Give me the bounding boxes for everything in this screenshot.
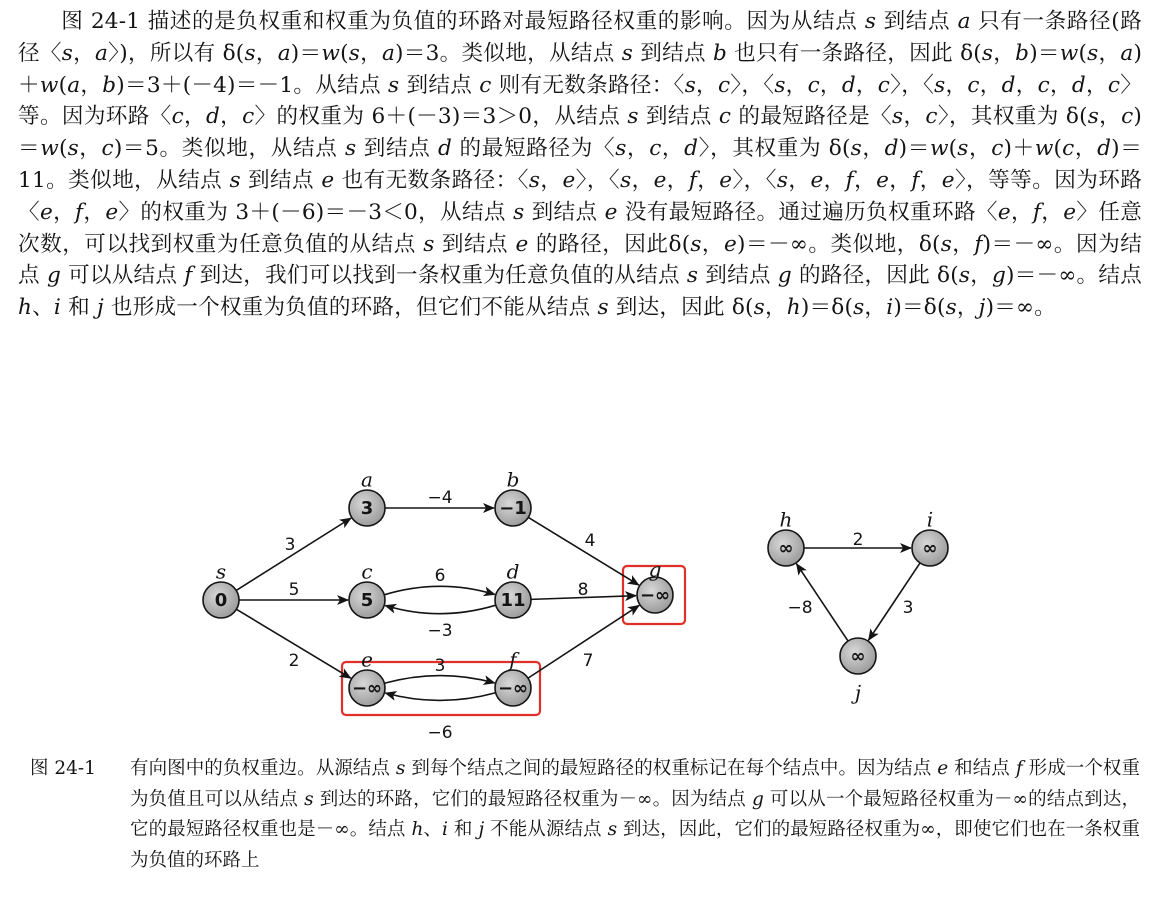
para-text: 〉的权重为 6＋(－3)＝3＞0，从结点 — [254, 104, 628, 130]
edge-weight-j-h: −8 — [787, 598, 813, 618]
para-text: )＝3。类似地，从结点 — [395, 40, 622, 66]
para-var: s — [958, 263, 971, 289]
para-text: 也形成一个权重为负值的环路，但它们不能从结点 — [103, 295, 598, 321]
node-label-j: j — [854, 680, 862, 705]
para-text: ( — [948, 136, 958, 162]
para-text: ， — [861, 136, 885, 162]
para-var: d — [437, 136, 453, 162]
para-var: s — [627, 104, 639, 130]
para-text: 到结点 — [434, 231, 516, 257]
caption-var: s — [607, 819, 618, 840]
para-var: c — [1037, 72, 1050, 98]
edge-weight-d-g: 8 — [577, 580, 589, 600]
para-text: )＝5。类似地，从结点 — [113, 136, 345, 162]
para-text: )＝－∞。结点 — [1006, 263, 1142, 289]
para-text: )＝δ( — [893, 295, 946, 321]
body-paragraph — [18, 6, 1142, 324]
para-text: 的路径，因此δ( — [528, 231, 691, 257]
caption-text: 不能从源结点 — [484, 819, 608, 840]
para-text: )＝3＋(－4)＝－1。从结点 — [116, 72, 389, 98]
para-text: 可以从结点 — [60, 263, 185, 289]
para-var: e — [1063, 199, 1077, 225]
para-var: s — [774, 72, 786, 98]
caption-var: s — [395, 758, 406, 779]
caption-var: s — [304, 788, 314, 810]
node-s — [203, 560, 239, 619]
para-text: ， — [853, 167, 877, 193]
para-var: c — [479, 72, 492, 98]
caption-var: h — [411, 819, 424, 840]
para-var: s — [388, 72, 400, 98]
node-value-j: ∞ — [850, 646, 866, 667]
para-text: 没有最短路径。通过遍历负权重环路〈 — [617, 199, 998, 225]
para-text: ， — [52, 199, 76, 225]
para-text: 、 — [32, 295, 54, 321]
para-var: f — [688, 167, 698, 193]
edge-weight-i-j: 3 — [902, 598, 914, 618]
node-value-f: −∞ — [497, 678, 529, 699]
para-var: s — [61, 40, 74, 66]
para-var: e — [39, 199, 53, 225]
para-var: f — [911, 167, 920, 193]
para-var: w — [929, 136, 949, 162]
para-var: w — [1034, 136, 1054, 162]
para-text: ， — [788, 167, 811, 193]
para-text: 〉，〈 — [890, 72, 935, 98]
para-text: 〉，其权重为 δ( — [698, 136, 851, 162]
para-text: )＝－∞。因为结点 — [18, 231, 1143, 289]
para-var: s — [940, 231, 952, 257]
para-text: ， — [255, 40, 278, 66]
para-text: ， — [903, 104, 926, 130]
node-value-g: −∞ — [639, 585, 671, 606]
caption-var: g — [752, 788, 764, 810]
para-text: )＝ — [898, 136, 930, 162]
caption-text — [130, 754, 1140, 876]
edge-weight-f-g: 7 — [582, 651, 594, 671]
node-label-a: a — [361, 467, 373, 492]
edge-weight-s-a: 3 — [284, 535, 296, 555]
para-text: ， — [951, 231, 975, 257]
para-text: 则有无数条路径：〈 — [491, 72, 685, 98]
para-text: ， — [661, 136, 685, 162]
para-text: )＝ — [290, 40, 322, 66]
para-var: w — [40, 136, 59, 162]
para-text: )＝∞。 — [985, 295, 1056, 321]
node-value-s: 0 — [214, 590, 228, 611]
para-text: ， — [183, 104, 206, 130]
para-var: c — [242, 104, 255, 130]
para-text: 到达，我们可以找到一条权重为任意负值的从结点 — [192, 263, 687, 289]
para-var: s — [423, 231, 435, 257]
para-text: )＋ — [18, 40, 1143, 98]
para-text: 到结点 — [633, 40, 713, 66]
para-var: e — [321, 167, 335, 193]
para-var: e — [719, 167, 733, 193]
node-value-e: −∞ — [351, 678, 383, 699]
para-text: ， — [956, 295, 979, 321]
para-text: ， — [1041, 199, 1064, 225]
node-label-g: g — [648, 557, 662, 582]
para-var: a — [277, 40, 291, 66]
para-var: c — [649, 136, 662, 162]
para-text: 到结点 — [698, 263, 778, 289]
para-text: 〉，等等。因为环路〈 — [18, 167, 1143, 225]
para-text: 到结点 — [240, 167, 322, 193]
node-label-f: f — [509, 647, 517, 672]
para-text: 到达，因此 δ( — [608, 295, 754, 321]
para-text: ， — [1015, 72, 1038, 98]
para-text: ， — [1010, 199, 1033, 225]
node-value-d: 11 — [500, 590, 526, 611]
para-var: s — [850, 136, 862, 162]
para-text: ， — [83, 199, 106, 225]
para-var: e — [105, 199, 119, 225]
para-text: 到结点 — [876, 9, 958, 34]
para-var: b — [102, 72, 117, 98]
para-var: s — [853, 295, 865, 321]
para-var: d — [1001, 72, 1016, 98]
para-text: ， — [945, 72, 968, 98]
caption-text: 可以从一个最短路径权重为－∞的结点到达，它的最短路径权重也是－∞。结点 — [130, 788, 1140, 840]
para-var: a — [95, 40, 109, 66]
para-text: ， — [1099, 104, 1122, 130]
para-var: e — [653, 167, 667, 193]
para-text: ， — [819, 72, 842, 98]
para-var: e — [515, 231, 529, 257]
para-var: s — [597, 295, 609, 321]
caption-text: 和结点 — [948, 758, 1016, 779]
caption-text: 和 — [447, 819, 479, 840]
para-text: )＝－∞。类似地，δ( — [737, 231, 941, 257]
para-var: s — [690, 231, 702, 257]
edge-weight-s-e: 2 — [288, 651, 300, 671]
edge-weight-s-c: 5 — [288, 580, 300, 600]
edge-f-e — [385, 693, 495, 701]
node-e — [349, 648, 385, 707]
para-text: 也只有一条路径，因此 δ( — [727, 40, 982, 66]
para-var: e — [810, 167, 824, 193]
para-var: c — [1107, 72, 1121, 98]
node-label-d: d — [506, 559, 520, 584]
para-text: 〉，〈 — [730, 72, 775, 98]
para-text: ， — [968, 136, 992, 162]
para-var: j — [978, 295, 986, 321]
para-text: 到结点 — [356, 136, 438, 162]
para-var: g — [992, 263, 1007, 289]
edge-weight-d-c: −3 — [427, 621, 453, 641]
para-var: a — [957, 9, 971, 34]
para-var: s — [957, 136, 969, 162]
node-label-h: h — [779, 507, 793, 532]
node-label-c: c — [361, 559, 373, 584]
para-var: a — [381, 40, 396, 66]
edge-weight-h-i: 2 — [852, 530, 864, 550]
para-var: s — [67, 136, 79, 162]
caption-text: 到每个结点之间的最短路径的权重标记在每个结点中。因为结点 — [405, 758, 938, 779]
para-var: b — [713, 40, 728, 66]
caption-text: 到达，因此，它们的最短路径权重为∞，即使它们也在一条权重为负值的环路上 — [130, 819, 1140, 871]
caption-number: 图 24-1 — [30, 758, 96, 779]
para-text: 〉等。因为环路〈 — [18, 72, 1143, 130]
para-var: f — [1032, 199, 1042, 225]
para-var: s — [244, 40, 256, 66]
para-text: ， — [220, 104, 243, 130]
para-text: ， — [823, 167, 846, 193]
caption-var: f — [1015, 758, 1023, 779]
para-text: ， — [359, 40, 382, 66]
para-text: 〉，〈 — [732, 167, 777, 193]
para-var: e — [562, 167, 576, 193]
node-j — [840, 638, 876, 705]
para-text: ， — [78, 136, 102, 162]
para-text: ， — [785, 72, 808, 98]
node-c — [349, 560, 385, 619]
para-text: ， — [993, 40, 1016, 66]
para-text: 只有一条路径(路径〈 — [18, 9, 1142, 66]
para-var: e — [876, 167, 890, 193]
para-var: e — [941, 167, 955, 193]
edge-weight-e-f: 3 — [434, 656, 446, 676]
para-text: ， — [855, 72, 878, 98]
para-var: c — [171, 104, 184, 130]
para-var: s — [686, 263, 699, 289]
node-h — [768, 508, 804, 567]
caption-text: 到达的环路，它们的最短路径权重为－∞。因为结点 — [313, 788, 753, 810]
para-var: s — [229, 167, 241, 193]
para-var: j — [96, 295, 104, 321]
node-value-i: ∞ — [922, 538, 938, 559]
graph-diagram — [0, 458, 1152, 748]
node-value-a: 3 — [360, 498, 374, 519]
para-var: s — [1087, 40, 1099, 66]
para-var: s — [945, 295, 957, 321]
para-var: w — [321, 40, 341, 66]
para-text: )＋ — [1003, 136, 1035, 162]
para-var: s — [684, 72, 696, 98]
node-f — [495, 648, 531, 707]
para-text: ， — [919, 167, 942, 193]
caption-var: j — [478, 819, 485, 840]
edge-weight-b-g: 4 — [584, 531, 596, 551]
node-value-b: −1 — [499, 498, 527, 519]
para-var: g — [777, 263, 792, 289]
caption-var: e — [937, 758, 949, 779]
para-text: ， — [979, 72, 1002, 98]
caption-var: i — [442, 819, 448, 840]
para-text: 的路径，因此 δ( — [791, 263, 959, 289]
para-text: ， — [701, 231, 725, 257]
para-text: ( — [58, 136, 68, 162]
caption-text: 有向图中的负权重边。从源结点 — [130, 758, 396, 779]
para-var: f — [845, 167, 854, 193]
node-label-e: e — [361, 647, 373, 672]
para-var: f — [75, 199, 84, 225]
para-text: )＝ — [1029, 40, 1060, 66]
para-var: e — [604, 199, 618, 225]
para-var: d — [841, 72, 856, 98]
para-var: d — [1071, 72, 1086, 98]
para-text: ， — [695, 72, 718, 98]
para-text: ( — [58, 72, 68, 98]
para-var: s — [934, 72, 946, 98]
para-text: ， — [73, 40, 96, 66]
edge-d-c — [385, 605, 496, 613]
para-var: e — [724, 231, 738, 257]
para-text: ， — [540, 167, 563, 193]
para-text: ， — [697, 167, 720, 193]
para-var: f — [184, 263, 193, 289]
para-var: s — [620, 167, 632, 193]
para-var: e — [997, 199, 1011, 225]
para-var: c — [1062, 136, 1075, 162]
para-var: c — [877, 72, 891, 98]
para-text: ， — [626, 136, 650, 162]
para-text: 〉任意次数，可以找到权重为任意负值的从结点 — [18, 199, 1143, 257]
para-var: a — [1120, 40, 1134, 66]
para-var: c — [967, 72, 980, 98]
para-text: )＝δ( — [800, 295, 854, 321]
para-var: f — [974, 231, 983, 257]
para-text: 和 — [61, 295, 97, 321]
para-var: c — [717, 72, 731, 98]
para-text: ， — [970, 263, 993, 289]
para-var: c — [1121, 104, 1134, 130]
para-var: b — [1015, 40, 1030, 66]
para-var: c — [991, 136, 1004, 162]
para-text: ， — [80, 72, 103, 98]
edge-c-d — [384, 586, 495, 594]
para-text: ( — [340, 40, 349, 66]
para-var: i — [53, 295, 62, 321]
para-var: a — [67, 72, 81, 98]
para-text: ， — [1085, 72, 1108, 98]
caption-text: 形成一个权重为负值且可以从结点 — [130, 758, 1140, 810]
node-label-i: i — [926, 507, 934, 532]
para-text: 图 24-1 描述的是负权重和权重为负值的环路对最短路径权重的影响。因为从结点 — [61, 9, 865, 34]
edge-weight-c-d: 6 — [434, 566, 446, 586]
node-value-h: ∞ — [778, 538, 794, 559]
para-var: s — [513, 199, 525, 225]
para-var: s — [892, 104, 904, 130]
para-var: w — [1059, 40, 1079, 66]
para-var: c — [101, 136, 114, 162]
para-text: ， — [1074, 136, 1098, 162]
para-var: g — [46, 263, 61, 289]
node-label-b: b — [506, 467, 520, 492]
para-var: s — [528, 167, 541, 193]
node-i — [912, 508, 948, 567]
edge-b-g — [528, 517, 638, 585]
caption-text: 、 — [423, 819, 443, 840]
para-var: c — [807, 72, 820, 98]
figure-24-1 — [0, 458, 1152, 748]
para-var: d — [684, 136, 699, 162]
para-var: d — [205, 104, 221, 130]
node-a — [349, 468, 385, 527]
edge-e-f — [384, 676, 494, 684]
para-text: ， — [764, 295, 787, 321]
para-text: 到结点 — [638, 104, 719, 130]
para-text: ， — [889, 167, 912, 193]
para-var: s — [981, 40, 994, 66]
para-text: )＝ — [18, 104, 1143, 162]
para-var: h — [786, 295, 801, 321]
para-text: ， — [631, 167, 654, 193]
para-text: ( — [1078, 40, 1088, 66]
para-var: s — [864, 9, 877, 34]
node-b — [495, 468, 531, 527]
para-text: 〉)，所以有 δ( — [108, 40, 245, 66]
para-var: c — [718, 104, 732, 130]
para-var: w — [39, 72, 59, 98]
para-var: s — [776, 167, 789, 193]
para-var: h — [18, 295, 33, 321]
para-text: ， — [864, 295, 887, 321]
para-text: ， — [1049, 72, 1072, 98]
para-text: ， — [1098, 40, 1121, 66]
para-text: 的最短路径为〈 — [452, 136, 616, 162]
para-var: s — [348, 40, 360, 66]
para-var: d — [884, 136, 899, 162]
para-var: i — [886, 295, 894, 321]
para-var: s — [615, 136, 627, 162]
para-text: ( — [1053, 136, 1063, 162]
para-var: s — [344, 136, 357, 162]
para-text: 〉，其权重为 δ( — [937, 104, 1088, 130]
para-text: 的最短路径是〈 — [731, 104, 892, 130]
para-text: 〉，〈 — [575, 167, 621, 193]
para-var: d — [1097, 136, 1112, 162]
node-value-c: 5 — [360, 590, 374, 611]
para-var: s — [753, 295, 765, 321]
para-text: )＝11。类似地，从结点 — [18, 136, 1143, 193]
node-label-s: s — [215, 559, 227, 584]
edge-weight-a-b: −4 — [427, 488, 453, 508]
edge-weight-f-e: −6 — [427, 723, 453, 743]
node-d — [495, 560, 531, 619]
para-text: 到结点 — [524, 199, 605, 225]
para-var: s — [1087, 104, 1100, 130]
para-text: 〉的权重为 3＋(－6)＝－3＜0，从结点 — [118, 199, 514, 225]
para-var: s — [621, 40, 634, 66]
para-text: 到结点 — [399, 72, 480, 98]
para-text: 也有无数条路径：〈 — [334, 167, 529, 193]
para-text: ， — [666, 167, 689, 193]
para-var: c — [925, 104, 938, 130]
